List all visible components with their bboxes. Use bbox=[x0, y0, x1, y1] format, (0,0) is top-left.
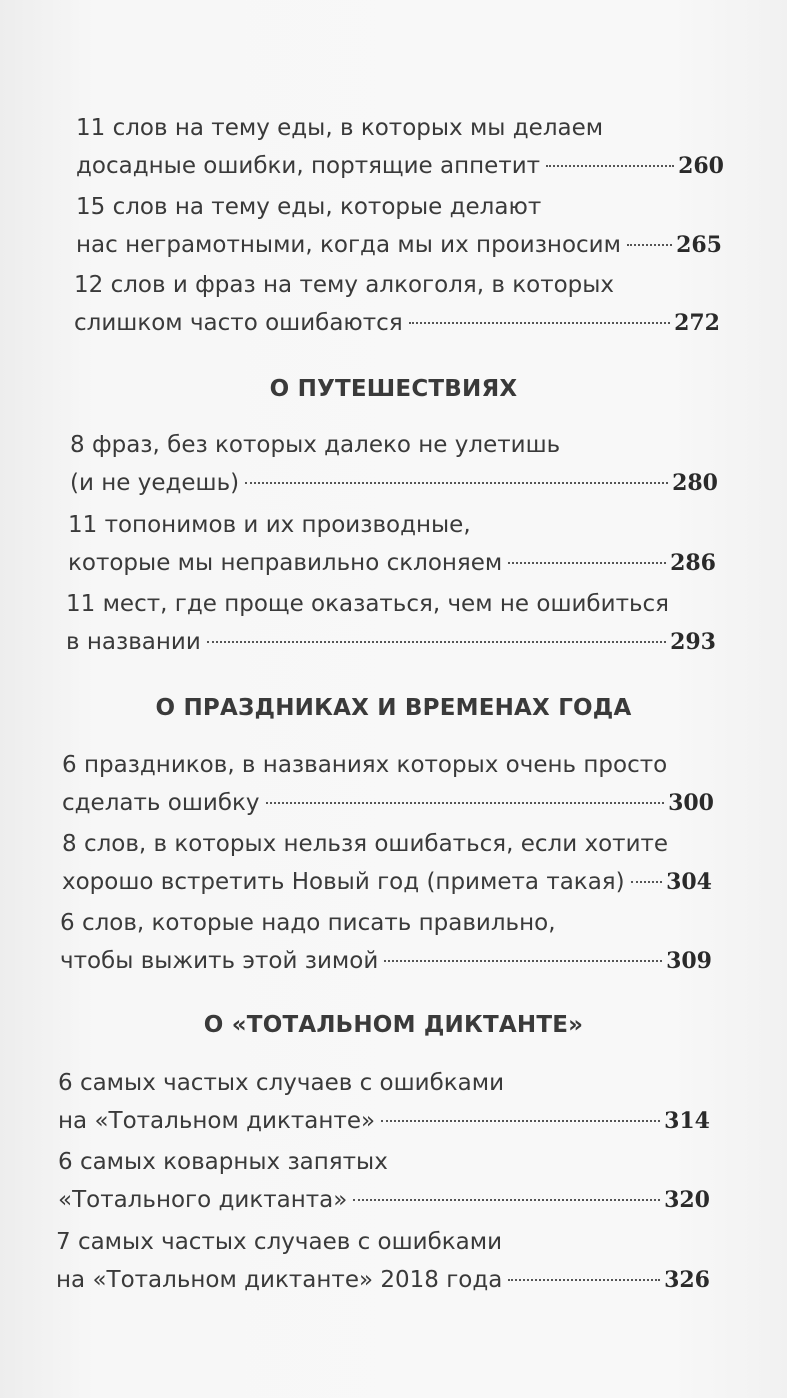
toc-entry-title-line2-text: (и не уедешь) bbox=[70, 470, 240, 496]
page-number: 314 bbox=[664, 1108, 710, 1134]
toc-entry-title-line1: 7 самых частых случаев с ошибками bbox=[56, 1229, 503, 1255]
toc-entry-title-line1: 6 слов, которые надо писать правильно, bbox=[60, 910, 556, 936]
page-number: 280 bbox=[672, 470, 718, 496]
page-number: 309 bbox=[666, 948, 712, 974]
toc-entry-title-line2-text: которые мы неправильно склоняем bbox=[68, 550, 503, 576]
dot-leader bbox=[409, 322, 670, 324]
toc-entry-title-line2 bbox=[60, 941, 712, 981]
toc-entry-title-line1: 8 слов, в которых нельзя ошибаться, если хотите bbox=[62, 831, 669, 857]
toc-entry-title-line2 bbox=[56, 1260, 710, 1300]
dot-leader bbox=[384, 960, 662, 962]
toc-entry-title-line2 bbox=[58, 1180, 710, 1220]
dot-leader bbox=[508, 1279, 660, 1281]
toc-entry-title-line2-text: досадные ошибки, портящие аппетит bbox=[76, 153, 541, 179]
toc-entry-title-line1: 11 слов на тему еды, в которых мы делаем bbox=[76, 115, 604, 141]
toc-entry-title-line1: 6 самых коварных запятых bbox=[58, 1149, 388, 1175]
dot-leader bbox=[631, 881, 662, 883]
toc-entry-title-line2-text: в названии bbox=[66, 629, 201, 655]
toc-entry-title-line2 bbox=[62, 783, 714, 823]
toc-entry-title-line2-text: «Тотального диктанта» bbox=[58, 1187, 348, 1213]
toc-entry-title-line2-text: на «Тотальном диктанте» 2018 года bbox=[56, 1267, 503, 1293]
section-heading-dictation: О «ТОТАЛЬНОМ ДИКТАНТЕ» bbox=[203, 1012, 584, 1038]
toc-entry-title-line2 bbox=[70, 463, 718, 503]
toc-entry-title-line2 bbox=[76, 146, 724, 186]
toc-entry-title-line2 bbox=[66, 622, 716, 662]
page-number: 286 bbox=[670, 550, 716, 576]
dot-leader bbox=[381, 1120, 660, 1122]
page-number: 260 bbox=[678, 153, 724, 179]
toc-entry-title-line2 bbox=[74, 303, 720, 343]
toc-entry-title-line1: 6 самых частых случаев с ошибками bbox=[58, 1070, 505, 1096]
toc-entry-title-line2-text: хорошо встретить Новый год (примета такая) bbox=[62, 869, 625, 895]
page-number: 272 bbox=[674, 310, 720, 336]
toc-entry-title-line2-text: сделать ошибку bbox=[62, 790, 260, 816]
toc-entry-title-line2 bbox=[62, 862, 712, 902]
toc-entry-title-line2 bbox=[76, 225, 722, 265]
section-heading-travel: О ПУТЕШЕСТВИЯХ bbox=[269, 376, 518, 402]
toc-entry-title-line2-text: слишком часто ошибаются bbox=[74, 310, 403, 336]
page-number: 293 bbox=[670, 629, 716, 655]
toc-entry-title-line1: 15 слов на тему еды, которые делают bbox=[76, 194, 542, 220]
dot-leader bbox=[266, 802, 665, 804]
dot-leader bbox=[207, 641, 666, 643]
toc-entry-title-line2-text: чтобы выжить этой зимой bbox=[60, 948, 379, 974]
page-number: 300 bbox=[668, 790, 714, 816]
dot-leader bbox=[353, 1199, 660, 1201]
page-number: 320 bbox=[664, 1187, 710, 1213]
dot-leader bbox=[508, 562, 666, 564]
page-number: 304 bbox=[666, 869, 712, 895]
dot-leader bbox=[627, 244, 672, 246]
page-number: 326 bbox=[664, 1267, 710, 1293]
toc-entry-title-line2 bbox=[68, 543, 716, 583]
toc-entry-title-line2-text: нас неграмотными, когда мы их произносим bbox=[76, 232, 621, 258]
dot-leader bbox=[245, 482, 668, 484]
toc-entry-title-line1: 6 праздников, в названиях которых очень просто bbox=[62, 752, 668, 778]
dot-leader bbox=[546, 165, 674, 167]
section-heading-holidays: О ПРАЗДНИКАХ И ВРЕМЕНАХ ГОДА bbox=[155, 695, 632, 721]
toc-entry-title-line1: 11 мест, где проще оказаться, чем не ошибиться bbox=[66, 591, 669, 617]
page-number: 265 bbox=[676, 232, 722, 258]
toc-entry-title-line2 bbox=[58, 1101, 710, 1141]
toc-entry-title-line1: 8 фраз, без которых далеко не улетишь bbox=[70, 432, 561, 458]
toc-entry-title-line1: 12 слов и фраз на тему алкоголя, в которых bbox=[74, 272, 615, 298]
toc-entry-title-line1: 11 топонимов и их производные, bbox=[68, 512, 471, 538]
toc-entry-title-line2-text: на «Тотальном диктанте» bbox=[58, 1108, 376, 1134]
